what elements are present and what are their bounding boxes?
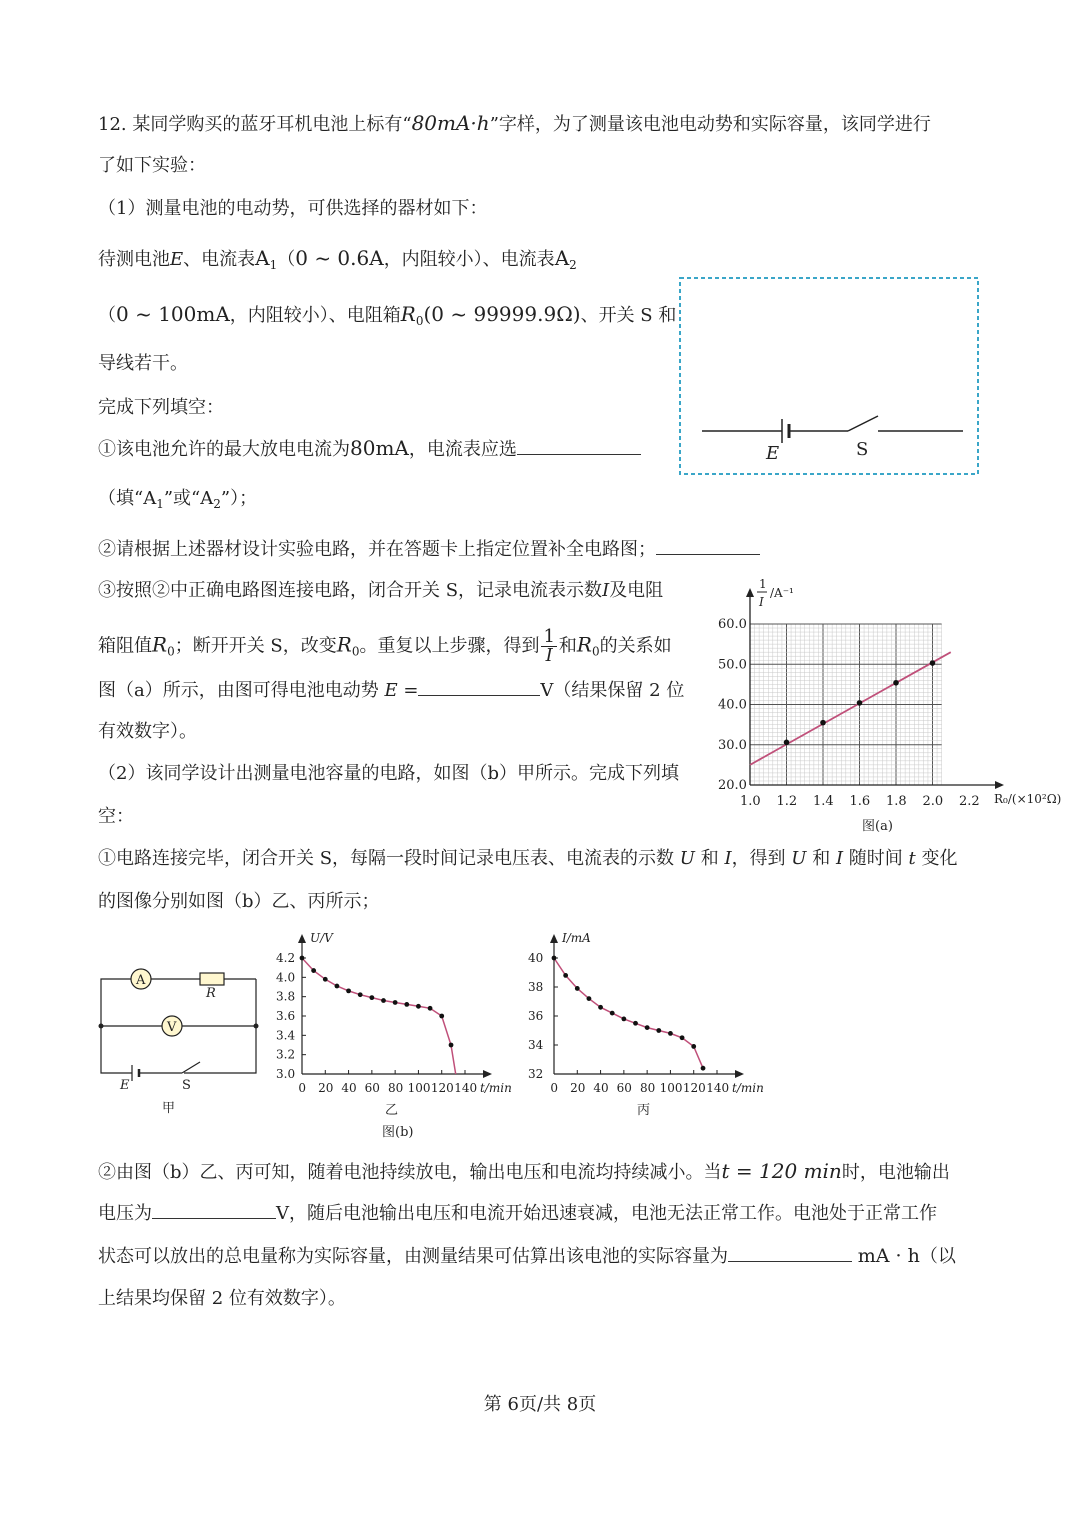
q3-line3: 图（a）所示，由图可得电池电动势 E = V（结果保留 2 位: [98, 680, 685, 701]
chart-caption: 丙: [637, 1103, 651, 1118]
switch-symbol: [848, 416, 878, 431]
answer-blank-emf[interactable]: [418, 679, 540, 696]
question-intro-line2: 了如下实验：: [98, 155, 206, 176]
data-point: [552, 956, 557, 961]
x-tick-label: 20: [570, 1081, 586, 1095]
question-intro-line1: 12. 某同学购买的蓝牙耳机电池上标有“80mA·h”字样，为了测量该电池电动势和实际容量，该同学进行: [98, 111, 931, 135]
q2-line: ②请根据上述器材设计实验电路，并在答题卡上指定位置补全电路图；: [98, 538, 760, 561]
data-point: [691, 1044, 696, 1049]
data-point: [439, 1014, 444, 1019]
chart-yi: [268, 926, 530, 1120]
data-point: [645, 1025, 650, 1030]
y-tick-label: 20.0: [718, 778, 747, 793]
y-tick-label: 30.0: [718, 737, 747, 753]
x-axis-arrow: [483, 1070, 492, 1078]
y-tick-label: 3.0: [276, 1067, 296, 1081]
x-tick-label: 1.0: [740, 794, 761, 809]
p2q1-line2: 的图像分别如图（b）乙、丙所示；: [98, 891, 380, 912]
y-axis-arrow: [746, 588, 754, 597]
data-point: [311, 968, 316, 973]
svg-text:E: E: [120, 1078, 130, 1093]
part1-heading: （1）测量电池的电动势，可供选择的器材如下：: [98, 198, 488, 219]
y-tick-label: 3.2: [276, 1047, 296, 1062]
svg-text:甲: 甲: [162, 1101, 176, 1116]
data-point: [598, 1005, 603, 1010]
x-tick-label: 100: [659, 1081, 683, 1095]
equipment-line3: 导线若干。: [98, 353, 188, 374]
x-tick-label: 140: [706, 1081, 730, 1095]
y-axis-label: U/V: [310, 931, 333, 945]
y-tick-label: 4.0: [276, 970, 296, 985]
p2q2-line1: ②由图（b）乙、丙可知，随着电池持续放电，输出电压和电流均持续减小。当t = 120 min时，电池输出: [98, 1159, 950, 1183]
chart-caption: 乙: [385, 1103, 399, 1118]
data-point: [300, 956, 305, 961]
fill-heading: 完成下列填空：: [98, 397, 224, 418]
fraction-one-over-i: $\frac{1}{I}$: [543, 626, 555, 666]
data-point: [393, 1000, 398, 1005]
chart-bing: [520, 926, 782, 1120]
x-tick-label: 40: [593, 1081, 609, 1095]
q3-line1: ③按照②中正确电路图连接电路，闭合开关 S，记录电流表示数I及电阻: [98, 580, 664, 601]
data-point: [323, 977, 328, 982]
x-tick-label: 1.2: [776, 794, 798, 809]
svg-text:V: V: [167, 1020, 177, 1035]
data-point: [621, 1017, 626, 1022]
chart-a: [712, 578, 1070, 840]
y-tick-label: 3.4: [276, 1028, 296, 1043]
switch-label: S: [856, 439, 869, 460]
equipment-line2: （0 ~ 100mA，内阻较小）、电阻箱$R_0(0$ ~ 99999.9Ω)、开关 S 和: [98, 302, 677, 328]
circuit-jia: [96, 955, 262, 1123]
x-tick-label: 1.6: [849, 794, 871, 809]
svg-text:S: S: [182, 1078, 191, 1093]
svg-text:R: R: [206, 986, 216, 1001]
series-line: [554, 958, 703, 1068]
x-tick-label: 2.0: [922, 794, 944, 809]
x-tick-label: 140: [454, 1081, 478, 1095]
q3-line4: 有效数字）。: [98, 721, 197, 742]
p2q2-line2: 电压为 V，随后电池输出电压和电流开始迅速衰减，电池无法正常工作。电池处于正常工作: [98, 1203, 937, 1224]
answer-blank-circuit[interactable]: [656, 538, 760, 555]
data-point: [701, 1066, 706, 1071]
circuit-answer-box[interactable]: [678, 276, 980, 476]
y-tick-label: 36: [528, 1009, 544, 1023]
data-point: [820, 720, 826, 726]
page-footer: 第 6页/共 8页: [483, 1394, 597, 1415]
battery-label: E: [766, 443, 780, 464]
y-axis-label: I/mA: [562, 931, 591, 945]
x-tick-label: 100: [407, 1081, 431, 1095]
data-point: [656, 1028, 661, 1033]
data-point: [369, 995, 374, 1000]
x-axis-label: t/min: [732, 1081, 764, 1095]
series-line: [302, 958, 456, 1074]
part2-line1: （2）该同学设计出测量电池容量的电路，如图（b）甲所示。完成下列填: [98, 763, 679, 784]
answer-blank-ammeter[interactable]: [517, 438, 641, 455]
question-number: 12.: [98, 114, 127, 135]
svg-text:A: A: [136, 973, 146, 988]
data-point: [893, 680, 899, 686]
y-tick-label: 40.0: [718, 697, 747, 713]
data-point: [335, 984, 340, 989]
p2q2-line4: 上结果均保留 2 位有效数字）。: [98, 1288, 346, 1309]
data-point: [404, 1002, 409, 1007]
data-point: [346, 988, 351, 993]
x-tick-label: 120: [682, 1081, 706, 1095]
y-label-unit: /A⁻¹: [770, 586, 794, 600]
x-tick-label: 80: [387, 1081, 404, 1095]
x-tick-label: 0: [298, 1081, 307, 1095]
y-tick-label: 4.2: [276, 951, 296, 965]
data-point: [668, 1031, 673, 1036]
x-tick-label: 120: [430, 1081, 454, 1095]
y-label-numerator: 1: [759, 578, 767, 591]
answer-blank-voltage[interactable]: [152, 1202, 276, 1219]
x-axis-label: t/min: [480, 1081, 512, 1095]
ammeter-icon: [131, 969, 151, 989]
y-axis-arrow: [298, 934, 306, 943]
x-tick-label: 60: [616, 1081, 632, 1095]
data-point: [784, 740, 790, 746]
y-tick-label: 3.8: [276, 989, 296, 1004]
data-point: [449, 1043, 454, 1048]
y-label-denominator: I: [759, 595, 764, 609]
data-point: [358, 992, 363, 997]
capacity-mark: 80mA·h: [411, 111, 490, 135]
data-point: [930, 660, 936, 666]
y-tick-label: 3.6: [276, 1009, 296, 1023]
data-point: [381, 998, 386, 1003]
equipment-line1: 待测电池E、电流表$A_1(0$ ~ 0.6A，内阻较小）、电流表$A_2$: [98, 246, 577, 272]
x-tick-label: 1.4: [813, 794, 834, 809]
x-tick-label: 2.2: [959, 794, 980, 809]
data-point: [857, 700, 863, 706]
q1-hint: （填“$A_1$”或“$A_2$”）；: [98, 488, 258, 511]
data-point: [610, 1011, 615, 1016]
q3-line2: 箱阻值$R_0$；断开开关 S，改变$R_0$。重复以上步骤，得到 $\frac{1}{I}$ 和$R_0$的关系如: [98, 626, 672, 666]
x-axis-arrow: [995, 781, 1004, 789]
p2q2-line3: 状态可以放出的总电量称为实际容量，由测量结果可估算出该电池的实际容量为 mA · h（以: [98, 1245, 956, 1267]
answer-blank-capacity[interactable]: [728, 1245, 852, 1262]
battery-symbol: [782, 419, 789, 443]
q1-line: ①该电池允许的最大放电电流为80mA，电流表应选: [98, 437, 641, 461]
x-tick-label: 1.8: [886, 794, 907, 809]
data-point: [563, 973, 568, 978]
part2-line2: 空：: [98, 806, 134, 827]
data-point: [633, 1021, 638, 1026]
x-tick-label: 60: [364, 1081, 380, 1095]
data-point: [416, 1004, 421, 1009]
y-tick-label: 50.0: [718, 657, 747, 673]
figure-b-caption: 图(b): [382, 1125, 414, 1140]
x-tick-label: 80: [639, 1081, 656, 1095]
x-tick-label: 40: [341, 1081, 357, 1095]
x-tick-label: 20: [318, 1081, 334, 1095]
data-point: [587, 996, 592, 1001]
y-tick-label: 34: [528, 1038, 544, 1052]
x-axis-arrow: [735, 1070, 744, 1078]
p2q1-line1: ①电路连接完毕，闭合开关 S，每隔一段时间记录电压表、电流表的示数 U 和 I，得到 U 和 I 随时间 t 变化: [98, 848, 958, 869]
data-point: [428, 1006, 433, 1011]
y-axis-arrow: [550, 934, 558, 943]
y-tick-label: 32: [528, 1067, 544, 1081]
data-point: [680, 1035, 685, 1040]
x-axis-label: R₀/(×10²Ω): [994, 792, 1062, 806]
y-tick-label: 38: [528, 980, 544, 994]
voltmeter-icon: [162, 1016, 182, 1036]
figure-a-caption: 图(a): [862, 819, 893, 834]
data-point: [575, 986, 580, 991]
x-tick-label: 0: [550, 1081, 559, 1095]
resistor-icon: [200, 973, 224, 985]
y-tick-label: 40: [528, 951, 544, 965]
y-tick-label: 60.0: [718, 617, 747, 632]
